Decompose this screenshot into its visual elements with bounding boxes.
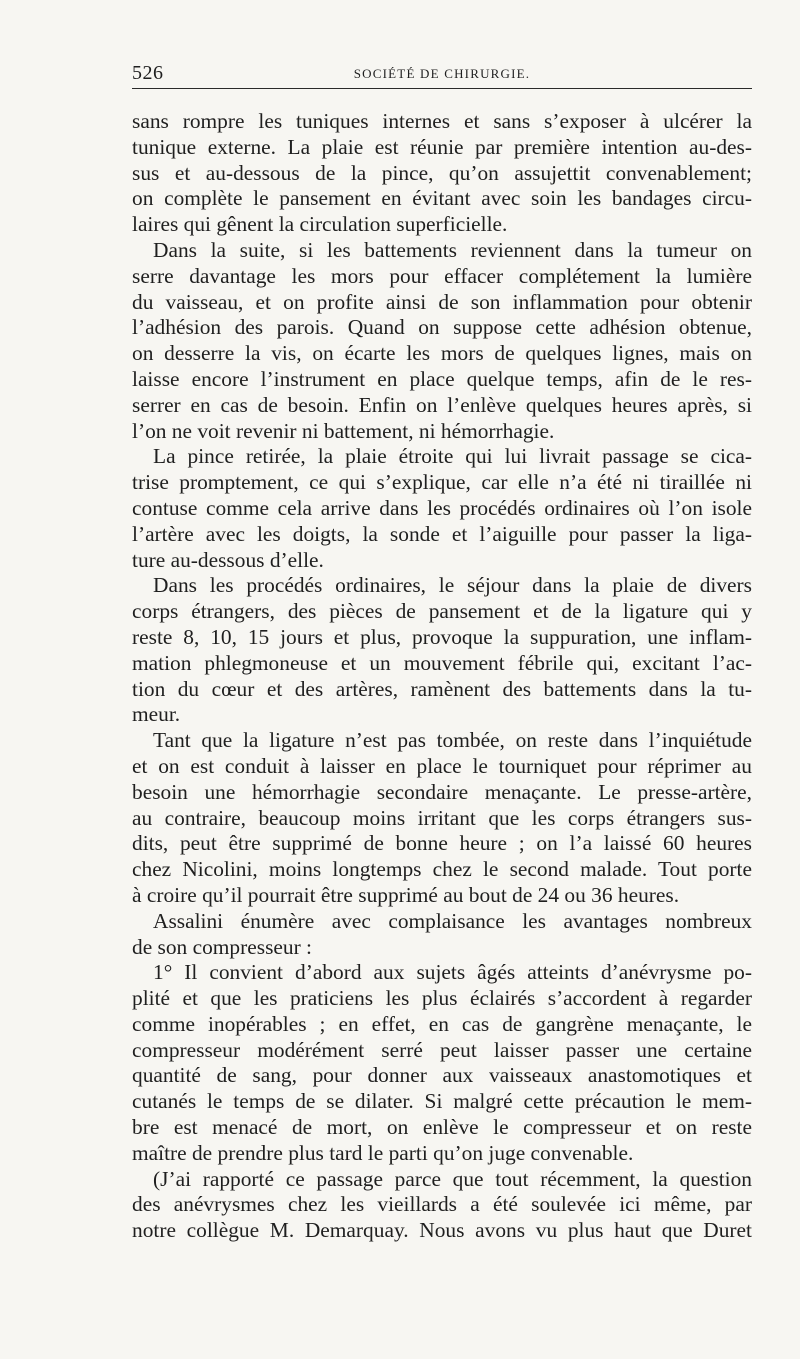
text-line: serre davantage les mors pour effacer complétement la lumière <box>132 263 752 288</box>
text-line: corps étrangers, des pièces de pansement et de la ligature qui y <box>132 599 752 624</box>
text-line: trise promptement, ce qui s’explique, car elle n’a été ni tiraillée ni <box>132 470 752 495</box>
text-line: l’on ne voit revenir ni battement, ni hémorrhagie. <box>132 418 555 443</box>
text-line: chez Nicolini, moins longtemps chez le second malade. Tout porte <box>132 857 752 882</box>
text-line: comme inopérables ; en effet, en cas de gangrène menaçante, le <box>132 1011 752 1036</box>
text-line: Tant que la ligature n’est pas tombée, on reste dans l’inquiétude <box>153 728 752 753</box>
text-line: laires qui gênent la circulation superficielle. <box>132 212 508 237</box>
text-line: mation phlegmoneuse et un mouvement fébrile qui, excitant l’ac- <box>132 650 752 675</box>
text-line: Assalini énumère avec complaisance les avantages nombreux <box>153 908 752 933</box>
book-page <box>132 58 752 1244</box>
text-line: l’artère avec les doigts, la sonde et l’aiguille pour passer la liga- <box>132 521 752 546</box>
text-line: compresseur modérément serré peut laisser passer une certaine <box>132 1037 752 1062</box>
text-line: l’adhésion des parois. Quand on suppose cette adhésion obtenue, <box>132 315 752 340</box>
text-line: Dans les procédés ordinaires, le séjour dans la plaie de divers <box>153 573 752 598</box>
text-line: La pince retirée, la plaie étroite qui lui livrait passage se cica- <box>153 444 752 469</box>
text-line: serrer en cas de besoin. Enfin on l’enlève quelques heures après, si <box>132 392 752 417</box>
text-line: maître de prendre plus tard le parti qu’on juge convenable. <box>132 1140 634 1165</box>
text-line: du vaisseau, et on profite ainsi de son inflammation pour obtenir <box>132 289 752 314</box>
text-line: sus et au-dessous de la pince, qu’on assujettit convenablement; <box>132 160 752 185</box>
body-text <box>132 109 752 1244</box>
text-line: laisse encore l’instrument en place quelque temps, afin de le res- <box>132 366 752 391</box>
text-line: on desserre la vis, on écarte les mors de quelques lignes, mais on <box>132 341 752 366</box>
text-line: quantité de sang, pour donner aux vaisseaux anastomotiques et <box>132 1063 752 1088</box>
text-line: on complète le pansement en évitant avec soin les bandages circu- <box>132 186 752 211</box>
text-line: (J’ai rapporté ce passage parce que tout récemment, la question <box>153 1166 752 1191</box>
text-line: contuse comme cela arrive dans les procédés ordinaires où l’on isole <box>132 495 752 520</box>
text-line: des anévrysmes chez les vieillards a été soulevée ici même, par <box>132 1192 752 1217</box>
text-line: et on est conduit à laisser en place le tourniquet pour réprimer au <box>132 753 752 778</box>
text-line: dits, peut être supprimé de bonne heure ; on l’a laissé 60 heures <box>132 831 752 856</box>
text-line: 1° Il convient d’abord aux sujets âgés atteints d’anévrysme po- <box>153 960 752 985</box>
text-line: de son compresseur : <box>132 934 312 959</box>
text-line: au contraire, beaucoup moins irritant que les corps étrangers sus- <box>132 805 752 830</box>
text-line: cutanés le temps de se dilater. Si malgré cette précaution le mem- <box>132 1089 752 1114</box>
text-line: ture au-dessous d’elle. <box>132 547 324 572</box>
text-line: plité et que les praticiens les plus éclairés s’accordent à regarder <box>132 986 752 1011</box>
page-number: 526 <box>132 62 164 84</box>
text-line: à croire qu’il pourrait être supprimé au bout de 24 ou 36 heures. <box>132 882 680 907</box>
running-title: SOCIÉTÉ DE CHIRURGIE. <box>353 66 531 81</box>
text-line: reste 8, 10, 15 jours et plus, provoque la suppuration, une inflam- <box>132 624 752 649</box>
text-line: sans rompre les tuniques internes et sans s’exposer à ulcérer la <box>132 109 752 133</box>
page-header <box>132 58 752 89</box>
text-line: tunique externe. La plaie est réunie par première intention au-des- <box>132 134 752 159</box>
text-line: bre est menacé de mort, on enlève le compresseur et on reste <box>132 1115 752 1140</box>
text-line: besoin une hémorrhagie secondaire menaçante. Le presse-artère, <box>132 779 752 804</box>
text-line: Dans la suite, si les battements reviennent dans la tumeur on <box>153 237 752 262</box>
text-line: tion du cœur et des artères, ramènent des battements dans la tu- <box>132 676 752 701</box>
text-line: meur. <box>132 702 181 727</box>
text-line: notre collègue M. Demarquay. Nous avons vu plus haut que Duret <box>132 1218 752 1243</box>
